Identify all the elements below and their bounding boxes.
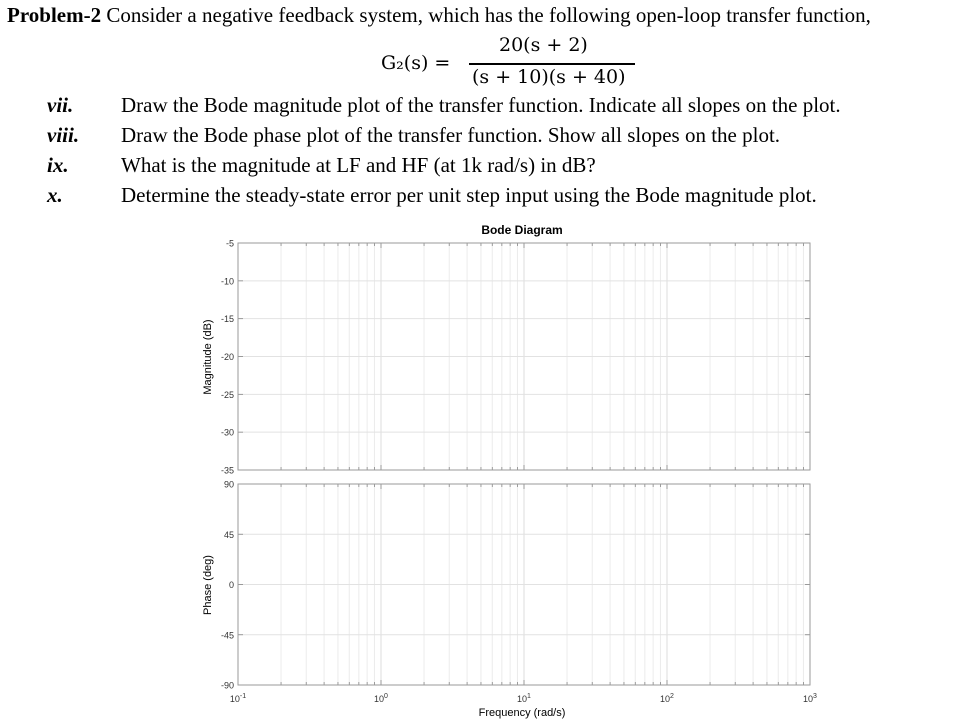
question-mark: vii. xyxy=(47,93,74,117)
chart-title: Bode Diagram xyxy=(481,223,563,237)
magnitude-y-tick-label: -5 xyxy=(225,238,234,249)
x-tick-label: $10^0$ xyxy=(374,693,388,704)
magnitude-y-tick-label: -35 xyxy=(220,465,234,476)
phase-y-tick-label: -45 xyxy=(220,630,234,641)
phase-y-label: Phase (deg) xyxy=(202,555,214,615)
x-tick-label: $10^2$ xyxy=(660,693,674,704)
magnitude-y-label: Magnitude (dB) xyxy=(202,319,214,395)
equation-lhs: G₂(s) = xyxy=(381,52,451,74)
phase-y-tick-label: -90 xyxy=(220,680,234,691)
question-text: Draw the Bode phase plot of the transfer function. Show all slopes on the plot. xyxy=(121,123,781,147)
equation-numerator: 20(s + 2) xyxy=(499,34,588,56)
question-text: Determine the steady-state error per unit step input using the Bode magnitude plot. xyxy=(121,183,817,207)
magnitude-y-tick-label: -30 xyxy=(220,427,234,438)
magnitude-y-tick-label: -10 xyxy=(220,276,234,287)
question-text: Draw the Bode magnitude plot of the transfer function. Indicate all slopes on the plot. xyxy=(121,93,841,117)
equation-denominator: (s + 10)(s + 40) xyxy=(472,66,626,88)
problem-label: Problem-2 xyxy=(7,3,102,27)
magnitude-y-tick-label: -25 xyxy=(220,389,234,400)
magnitude-y-tick-label: -15 xyxy=(220,314,234,325)
question-mark: viii. xyxy=(47,123,80,147)
problem-intro: Consider a negative feedback system, which has the following open-loop transfer function, xyxy=(106,3,871,27)
phase-y-tick-label: 45 xyxy=(223,529,234,540)
x-tick-label: $10^3$ xyxy=(803,693,817,704)
question-mark: x. xyxy=(47,183,63,207)
question-mark: ix. xyxy=(47,153,69,177)
x-axis-label: Frequency (rad/s) xyxy=(478,707,566,719)
phase-y-tick-label: 0 xyxy=(228,580,234,590)
phase-y-tick-label: 90 xyxy=(223,479,234,490)
magnitude-y-tick-label: -20 xyxy=(220,352,234,362)
question-text: What is the magnitude at LF and HF (at 1k rad/s) in dB? xyxy=(121,153,596,177)
x-tick-label: $10^{-1}$ xyxy=(229,693,247,704)
x-tick-label: $10^1$ xyxy=(517,693,531,704)
